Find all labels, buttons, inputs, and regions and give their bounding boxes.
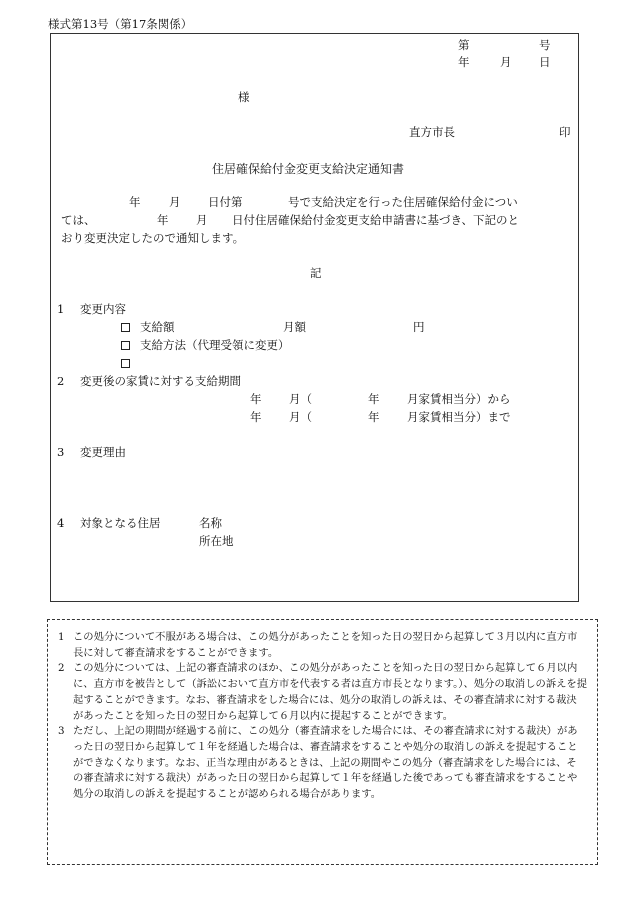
section2-number: 2 (57, 374, 65, 388)
period-start-year: 年 (250, 392, 262, 406)
section1-heading: 変更内容 (80, 302, 126, 316)
other-checkbox[interactable] (121, 358, 130, 370)
section2-heading: 変更後の家賃に対する支給期間 (80, 374, 241, 388)
period-end-rent-year: 年 (368, 410, 380, 424)
date-day-label: 日 (539, 55, 551, 69)
amount-checkbox[interactable] (121, 322, 130, 334)
period-end-rent: 月家賃相当分）まで (407, 410, 511, 424)
period-start-month: 月（ (289, 392, 312, 406)
intro-month: 月 (169, 195, 181, 209)
monthly-label: 月額 (283, 320, 306, 334)
section4-number: 4 (57, 516, 65, 530)
period-start-rent: 月家賃相当分）から (407, 392, 511, 406)
note-item: 1 この処分について不服がある場合は、この処分があったことを知った日の翌日から起算して３月以内に直方市長に対して審査請求をすることができます。 (58, 630, 587, 661)
appeal-notice-box (47, 619, 598, 865)
intro-date-prefix: 日付第 (208, 195, 243, 209)
method-checkbox[interactable] (121, 340, 130, 352)
note-item: 2 この処分については、上記の審査請求のほか、この処分があったことを知った日の翌日から起算して６月以内に、直方市を被告として（訴訟において直方市を代表する者は直方市長となります。）、処分の取消しの訴えを提起することができます。なお、審査請求をした場合には、処分の取消しの訴えは、その審査請求に対する裁決があったことを知った日の翌日から起算して６月以内に提起することができます。 (58, 661, 587, 724)
date-year-label: 年 (458, 55, 470, 69)
issuer-name: 直方市長 (409, 125, 455, 139)
section3-heading: 変更理由 (80, 445, 126, 459)
intro-line2-prefix: ては、 (61, 213, 96, 227)
note-text: この処分について不服がある場合は、この処分があったことを知った日の翌日から起算して３月以内に直方市長に対して審査請求をすることができます。 (73, 631, 578, 659)
number-suffix: 号 (539, 38, 551, 52)
note-text: この処分については、上記の審査請求のほか、この処分があったことを知った日の翌日から起算して６月以内に、直方市を被告として（訴訟において直方市を代表する者は直方市長となります。）、処分の取消しの訴えを提起することができます。なお、審査請求をした場合には、処分の取消しの訴えは、その審査請求に対する裁決があったことを知った日の翌日から起算して６月以内に提起することができます。 (73, 662, 588, 722)
residence-name-label: 名称 (199, 516, 222, 530)
method-label: 支給方法（代理受領に変更） (140, 338, 290, 352)
section4-heading: 対象となる住居 (80, 516, 161, 530)
intro-line1-text: 号で支給決定を行った住居確保給付金につい (288, 195, 518, 209)
seal-mark: 印 (559, 125, 571, 139)
intro-line2-year: 年 (157, 213, 169, 227)
intro-line2-month: 月 (196, 213, 208, 227)
period-end-year: 年 (250, 410, 262, 424)
form-number-label: 様式第13号（第17条関係） (48, 17, 193, 31)
amount-label: 支給額 (140, 320, 175, 334)
ki-heading: 記 (310, 266, 322, 280)
section1-number: 1 (57, 302, 65, 316)
note-item: 3 ただし、上記の期間が経過する前に、この処分（審査請求をした場合には、その審査請求に対する裁決）があった日の翌日から起算して１年を経過した場合は、審査請求をすることや処分の取消しの訴えを提起することができなくなります。なお、正当な理由があるときは、上記の期間やこの処分（審査請求をした場合には、その審査請求に対する裁決）があった日の翌日から起算して１年を経過した後であっても審査請求をすることや処分の取消しの訴えを提起することが認められる場合があります。 (58, 724, 587, 803)
intro-line2-text: 日付住居確保給付金変更支給申請書に基づき、下記のと (232, 213, 520, 227)
addressee-suffix: 様 (238, 90, 250, 104)
document-title: 住居確保給付金変更支給決定通知書 (212, 162, 405, 176)
period-start-rent-year: 年 (368, 392, 380, 406)
period-end-month: 月（ (289, 410, 312, 424)
residence-address-label: 所在地 (199, 534, 234, 548)
notes-list (58, 630, 587, 803)
note-text: ただし、上記の期間が経過する前に、この処分（審査請求をした場合には、その審査請求に対する裁決）があった日の翌日から起算して１年を経過した場合は、審査請求をすることや処分の取消しの訴えを提起することができなくなります。なお、正当な理由があるときは、上記の期間やこの処分（審査請求をした場合には、その審査請求に対する裁決）があった日の翌日から起算して１年を経過した後であっても審査請求をすることや処分の取消しの訴えを提起することが認められる場合があります。 (73, 725, 578, 801)
section3-number: 3 (57, 445, 65, 459)
date-month-label: 月 (500, 55, 512, 69)
number-prefix: 第 (458, 38, 470, 52)
yen-label: 円 (413, 320, 425, 334)
intro-year: 年 (129, 195, 141, 209)
intro-line3: おり変更決定したので通知します。 (61, 231, 245, 245)
